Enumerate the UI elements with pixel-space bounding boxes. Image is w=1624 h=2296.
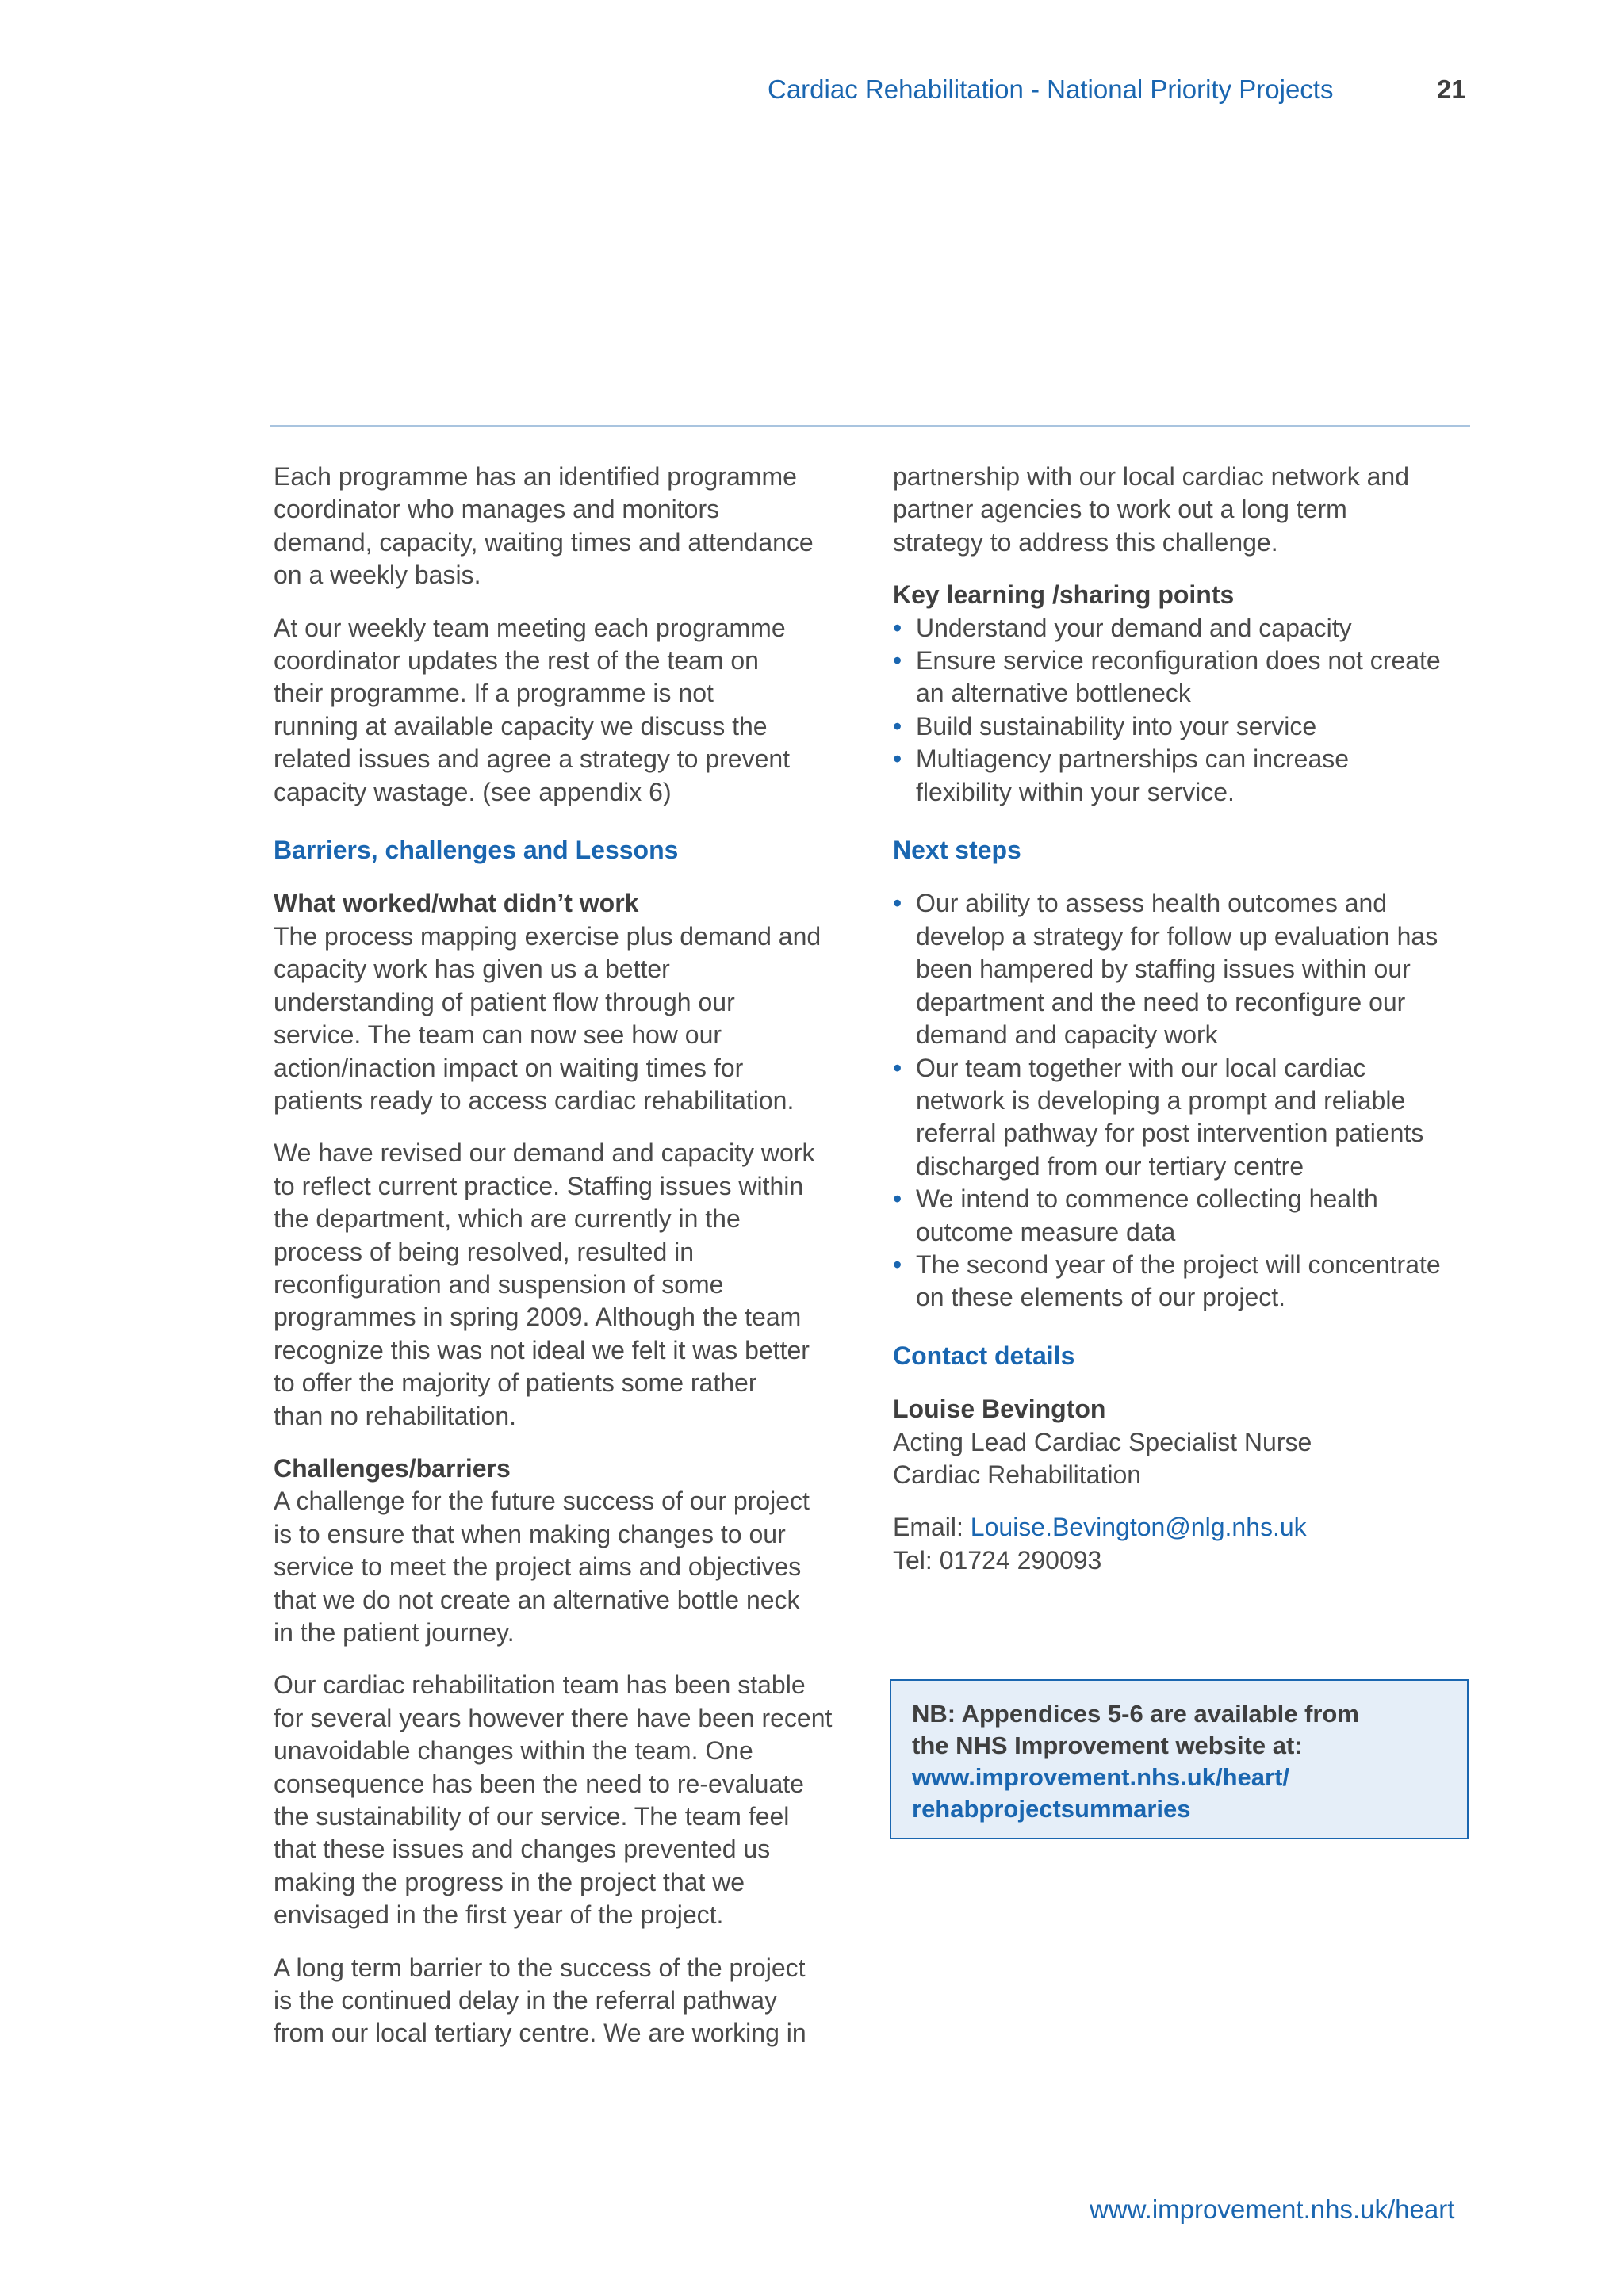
text-line: coordinator who manages and monitors: [274, 495, 720, 524]
email-link[interactable]: Louise.Bevington@nlg.nhs.uk: [970, 1513, 1307, 1542]
text-line: partner agencies to work out a long term: [893, 495, 1347, 524]
bullet-text-line: demand and capacity work: [916, 1020, 1218, 1050]
continued-paragraph: [893, 461, 1480, 559]
key-learning-item: [893, 743, 1480, 809]
nb-link-line-1[interactable]: www.improvement.nhs.uk/heart/: [912, 1763, 1290, 1791]
text-line: coordinator updates the rest of the team on: [274, 646, 759, 675]
barriers-heading: Barriers, challenges and Lessons: [274, 836, 679, 865]
text-line: envisaged in the first year of the project.: [274, 1900, 724, 1930]
challenges-text: [274, 1485, 860, 1649]
text-line: capacity work has given us a better: [274, 955, 670, 984]
next-steps-item: [893, 1249, 1480, 1314]
bullet-text-line: develop a strategy for follow up evaluation has: [916, 921, 1438, 951]
bullet-text-line: referral pathway for post intervention patients: [916, 1119, 1424, 1148]
bullet-text-line: discharged from our tertiary centre: [916, 1151, 1304, 1181]
text-line: action/inaction impact on waiting times for: [274, 1053, 744, 1082]
text-line: is to ensure that when making changes to our: [274, 1519, 786, 1548]
bullet-text-line: • Understand your demand and capacity: [916, 613, 1352, 642]
key-learning-item: [893, 645, 1480, 710]
text-line: reconfiguration and suspension of some: [274, 1269, 724, 1299]
key-learning-item: [893, 710, 1480, 743]
next-steps-item: [893, 1183, 1480, 1249]
text-line: service to meet the project aims and objectives: [274, 1552, 802, 1582]
text-line: understanding of patient flow through our: [274, 987, 735, 1016]
contact-heading: Contact details: [893, 1341, 1075, 1370]
next-steps-item: [893, 1052, 1480, 1184]
nb-link-line-2[interactable]: rehabprojectsummaries: [912, 1795, 1191, 1823]
worked-paragraph: [274, 887, 860, 1117]
worked-text: [274, 920, 860, 1117]
bullet-text-line: • Ensure service reconfiguration does not create: [916, 646, 1441, 675]
contact-tel: Tel: 01724 290093: [893, 1545, 1102, 1575]
text-line: is the continued delay in the referral pathway: [274, 1986, 778, 2015]
right-column: [893, 461, 1480, 1597]
contact-department: Cardiac Rehabilitation: [893, 1460, 1142, 1489]
text-line: from our local tertiary centre. We are working in: [274, 2019, 806, 2048]
running-header-title: Cardiac Rehabilitation - National Priority Projects: [768, 75, 1334, 104]
text-line: service. The team can now see how our: [274, 1020, 722, 1050]
bullet-text-line: flexibility within your service.: [916, 777, 1235, 806]
appendices-note-box: [890, 1679, 1469, 1839]
nb-line-2: the NHS Improvement website at:: [912, 1732, 1303, 1759]
barrier-paragraph: [274, 1952, 860, 2050]
revised-paragraph: [274, 1137, 860, 1433]
text-line: to reflect current practice. Staffing issues within: [274, 1171, 804, 1200]
text-line: We have revised our demand and capacity work: [274, 1138, 815, 1168]
text-line: A challenge for the future success of our project: [274, 1487, 810, 1516]
bullet-text-line: • We intend to commence collecting health: [916, 1184, 1378, 1214]
text-line: capacity wastage. (see appendix 6): [274, 777, 672, 806]
bullet-text-line: • Our ability to assess health outcomes and: [916, 889, 1388, 918]
text-line: consequence has been the need to re-evaluate: [274, 1769, 804, 1798]
text-line: the sustainability of our service. The team feel: [274, 1802, 790, 1831]
text-line: The process mapping exercise plus demand and: [274, 921, 822, 951]
text-line: running at available capacity we discuss the: [274, 711, 768, 740]
text-line: that we do not create an alternative bottle neck: [274, 1585, 800, 1614]
text-line: related issues and agree a strategy to prevent: [274, 744, 791, 774]
key-learning-list: [893, 612, 1480, 809]
bullet-text-line: on these elements of our project.: [916, 1283, 1286, 1312]
challenges-subheading: Challenges/barriers: [274, 1453, 511, 1483]
bullet-text-line: network is developing a prompt and reliable: [916, 1085, 1406, 1115]
worked-subheading: What worked/what didn’t work: [274, 889, 639, 918]
text-line: programmes in spring 2009. Although the team: [274, 1303, 802, 1332]
text-line: making the progress in the project that we: [274, 1867, 745, 1896]
page-number: 21: [1437, 75, 1466, 104]
next-steps-heading: Next steps: [893, 836, 1021, 865]
key-learning-heading: Key learning /sharing points: [893, 580, 1235, 610]
contact-block: [893, 1393, 1480, 1491]
contact-details: [893, 1511, 1480, 1577]
bullet-text-line: outcome measure data: [916, 1217, 1176, 1246]
text-line: patients ready to access cardiac rehabilitation.: [274, 1085, 795, 1115]
text-line: to offer the majority of patients some rather: [274, 1368, 757, 1398]
nb-line-1: NB: Appendices 5-6 are available from: [912, 1700, 1359, 1728]
text-line: Each programme has an identified programme: [274, 462, 797, 491]
challenges-paragraph: [274, 1452, 860, 1649]
text-line: on a weekly basis.: [274, 561, 481, 590]
text-line: process of being resolved, resulted in: [274, 1237, 695, 1266]
text-line: demand, capacity, waiting times and attendance: [274, 527, 814, 557]
text-line: partnership with our local cardiac network and: [893, 462, 1409, 491]
text-line: than no rehabilitation.: [274, 1401, 516, 1430]
bullet-text-line: • The second year of the project will concentrate: [916, 1249, 1441, 1279]
contact-name: Louise Bevington: [893, 1395, 1106, 1424]
header-divider: [270, 425, 1470, 427]
intro-paragraph-2: [274, 612, 860, 809]
bullet-text-line: • Multiagency partnerships can increase: [916, 744, 1350, 774]
contact-email-line: [893, 1511, 1480, 1544]
text-line: the department, which are currently in the: [274, 1204, 741, 1234]
text-line: their programme. If a programme is not: [274, 679, 714, 708]
text-line: A long term barrier to the success of the project: [274, 1953, 806, 1982]
bullet-text-line: • Our team together with our local cardiac: [916, 1053, 1366, 1082]
text-line: Our cardiac rehabilitation team has been stable: [274, 1670, 806, 1700]
bullet-text-line: been hampered by staffing issues within our: [916, 955, 1411, 984]
next-steps-item: [893, 887, 1480, 1051]
bullet-text-line: an alternative bottleneck: [916, 679, 1191, 708]
text-line: recognize this was not ideal we felt it was better: [274, 1335, 810, 1364]
intro-paragraph-1: [274, 461, 860, 592]
text-line: in the patient journey.: [274, 1618, 515, 1647]
footer-url[interactable]: www.improvement.nhs.uk/heart: [1090, 2195, 1455, 2224]
text-line: strategy to address this challenge.: [893, 527, 1278, 557]
bullet-text-line: department and the need to reconfigure our: [916, 987, 1406, 1016]
key-learning-item: [893, 612, 1480, 645]
team-paragraph: [274, 1669, 860, 1931]
text-line: At our weekly team meeting each programme: [274, 613, 786, 642]
text-line: unavoidable changes within the team. One: [274, 1736, 753, 1766]
left-column: [274, 461, 860, 2070]
text-line: that these issues and changes prevented us: [274, 1835, 771, 1864]
text-line: for several years however there have been recent: [274, 1703, 833, 1732]
next-steps-list: [893, 887, 1480, 1314]
bullet-text-line: • Build sustainability into your service: [916, 711, 1317, 740]
contact-role: Acting Lead Cardiac Specialist Nurse: [893, 1427, 1312, 1456]
email-label: Email:: [893, 1513, 971, 1542]
